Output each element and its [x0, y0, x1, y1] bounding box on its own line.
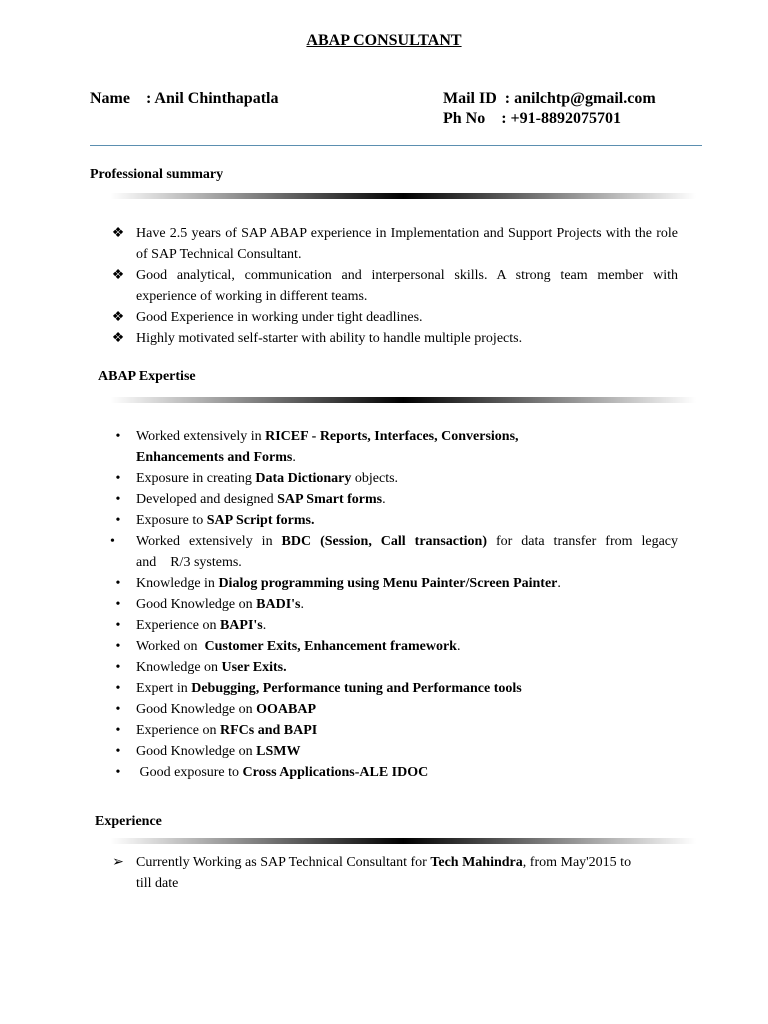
list-item: • Good Knowledge on LSMW	[136, 741, 678, 762]
list-item: • Worked extensively in BDC (Session, Call transaction) for data transfer from legacy	[136, 531, 678, 552]
list-item-continuation: Enhancements and Forms.	[136, 450, 296, 465]
mail-id: Mail ID : anilchtp@gmail.com	[443, 90, 656, 107]
header-divider	[90, 145, 702, 146]
dot-bullet-icon: •	[115, 702, 121, 717]
experience-divider	[110, 838, 696, 844]
list-item: ❖ Good analytical, communication and interpersonal skills. A strong team member with experience of working in different teams.	[136, 265, 678, 307]
expertise-list	[110, 426, 678, 783]
list-item: • Good Knowledge on OOABAP	[136, 699, 678, 720]
list-item: ➢ Currently Working as SAP Technical Consultant for Tech Mahindra, from May'2015 to	[136, 852, 686, 873]
list-item: ❖ Good Experience in working under tight deadlines.	[136, 307, 678, 328]
summary-heading: Professional summary	[90, 167, 224, 182]
list-item: ❖ Have 2.5 years of SAP ABAP experience in Implementation and Support Projects with the role of SAP Technical Consultant.	[136, 223, 678, 265]
dot-bullet-icon: •	[115, 765, 121, 780]
list-item: • Knowledge in Dialog programming using Menu Painter/Screen Painter.	[136, 573, 678, 594]
summary-divider	[110, 193, 696, 199]
list-item: • Developed and designed SAP Smart forms.	[136, 489, 678, 510]
dot-bullet-icon: •	[115, 471, 121, 486]
expertise-divider	[110, 397, 696, 403]
experience-list	[112, 852, 686, 894]
dot-bullet-icon: •	[115, 429, 121, 444]
diamond-bullet-icon: ❖	[111, 268, 125, 283]
dot-bullet-icon: •	[115, 618, 121, 633]
candidate-name: Name : Anil Chinthapatla	[90, 90, 279, 107]
dot-bullet-icon: •	[115, 576, 121, 591]
dot-bullet-icon: •	[115, 660, 121, 675]
list-item: • Worked on Customer Exits, Enhancement framework.	[136, 636, 678, 657]
list-item: • Experience on RFCs and BAPI	[136, 720, 678, 741]
arrow-bullet-icon: ➢	[112, 855, 124, 870]
list-item: • Experience on BAPI's.	[136, 615, 678, 636]
dot-bullet-icon: •	[115, 597, 121, 612]
dot-bullet-icon: •	[115, 639, 121, 654]
list-item: • Worked extensively in RICEF - Reports, Interfaces, Conversions,	[136, 426, 678, 447]
summary-list	[111, 223, 678, 349]
list-item: • Exposure in creating Data Dictionary objects.	[136, 468, 678, 489]
list-item: • Knowledge on User Exits.	[136, 657, 678, 678]
list-item: • Good exposure to Cross Applications-ALE IDOC	[136, 762, 678, 783]
dot-bullet-icon: •	[115, 744, 121, 759]
dot-bullet-icon: •	[110, 534, 115, 549]
phone-number: Ph No : +91-8892075701	[443, 110, 621, 127]
page-title: ABAP CONSULTANT	[306, 32, 462, 49]
list-item-continuation: till date	[136, 876, 179, 891]
dot-bullet-icon: •	[115, 681, 121, 696]
list-item: • Good Knowledge on BADI's.	[136, 594, 678, 615]
dot-bullet-icon: •	[115, 723, 121, 738]
dot-bullet-icon: •	[115, 513, 121, 528]
list-item: • Expert in Debugging, Performance tuning and Performance tools	[136, 678, 678, 699]
diamond-bullet-icon: ❖	[111, 310, 125, 325]
list-item: • Exposure to SAP Script forms.	[136, 510, 678, 531]
dot-bullet-icon: •	[115, 492, 121, 507]
diamond-bullet-icon: ❖	[111, 331, 125, 346]
experience-heading: Experience	[95, 814, 162, 829]
expertise-heading: ABAP Expertise	[98, 369, 196, 384]
list-item-continuation: and R/3 systems.	[136, 555, 242, 570]
diamond-bullet-icon: ❖	[111, 226, 125, 241]
list-item: ❖ Highly motivated self-starter with ability to handle multiple projects.	[136, 328, 678, 349]
